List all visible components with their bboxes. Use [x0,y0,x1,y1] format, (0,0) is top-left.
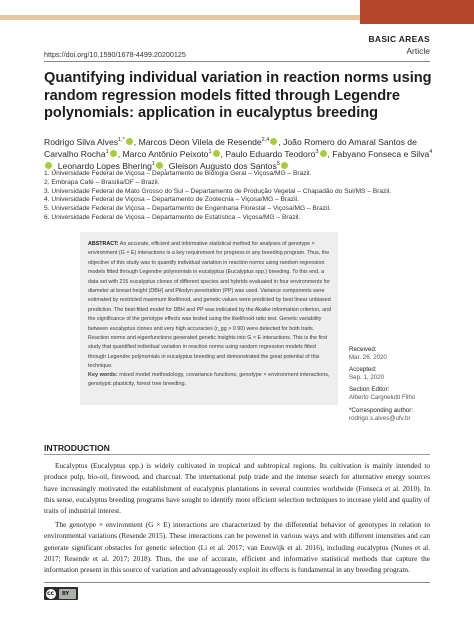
author-name: Leonardo Lopes Bhering$^1$ [58,161,164,171]
author-affiliation-marker: 4 [429,149,433,156]
affiliation-item: 1. Universidade Federal de Viçosa – Departamento de Biologia Geral – Viçosa/MG – Brazil. [44,170,312,177]
received-date: Mar. 26, 2020 [349,353,387,361]
author-affiliation-marker: 1 [208,149,212,156]
received-label: Received: [349,346,377,353]
intro-paragraph [44,519,430,576]
article-type-label: Article [406,46,430,56]
author-name: Gleison Augusto dos Santos$^5$ [169,161,289,171]
accepted-date: Sep. 1, 2020 [349,373,385,381]
author-name: Fabyano Fonseca e Silva$^4$ [44,149,432,171]
introduction-heading: INTRODUCTION [44,443,110,453]
accepted-block [349,366,384,382]
affiliation-item: 5. Universidade Federal de Viçosa – Departamento de Engenharia Florestal – Viçosa/MG – Brazil. [44,205,331,213]
author-list: Rodrigo Silva Alves$^{1,*}$ , Marcos Deon Vilela de Resende$^{2,4}$ , João Romero do Amaral Santos de Carvalho Rocha$^1$ , Marco Antônio Peixoto$^1$ , Paulo Eduardo Teodoro$^3$ , Fabyano Fonseca e Silva$^4$, Leonardo Lopes Bhering$^1$ , Gleison Augusto dos Santos$^5$ [44,136,433,172]
doi-link[interactable]: https://doi.org/10.1590/1678-4499.20200125 [44,50,186,59]
header-accent-bar [360,0,474,24]
author-name: Paulo Eduardo Teodoro$^3$ [225,149,327,159]
affiliation-item: 4. Universidade Federal de Viçosa – Departamento de Zootecnia – Viçosa/MG – Brazil. [44,196,299,204]
editor-label: Section Editor: [349,386,390,393]
footer-divider [44,582,430,583]
orcid-icon[interactable] [45,162,52,169]
received-block [349,346,387,362]
section-label: BASIC AREAS [368,34,430,44]
header-accent-bar-light [0,15,360,20]
author-affiliation-marker: 2,4 [261,137,270,143]
corresponding-label: *Corresponding author: [349,407,413,414]
orcid-icon[interactable] [213,150,220,157]
abstract-text [88,240,332,372]
affiliation-item: 2. Embrapa Café – Brasília/DF – Brazil. [44,178,160,186]
author-affiliation-marker: 1 [105,149,109,156]
header-bar [0,0,474,24]
abstract-body: An accurate, efficient and informative statistical method for analyses of genotype × environment (G × E) interactions is a key requirement for progress in any breeding program. Thus, the objective of this study was to quantify individual variation in reaction norms using random regression models fitted through Legendre polynomials in eucalyptus (Eucalyptus spp.) breeding. To this end, a data set with 215 eucalyptus clones of different species and hybrids evaluated in four environments for diameter at breast height (DBH) and Pilodyn penetration (PP) was used. Variance components were estimated by restricted maximum likelihood, and genetic values were predicted by best linear unbiased prediction. The best-fitted model for DBH and PP was indicated by the Akaike information criterion, and the significance of the genotype effects was tested using the likelihood ratio test. Genetic variability between eucalyptus clones and very high accuracies (r_gg > 0.90) were detected for both traits. Reaction norms and eigenfunctions generated genetic insights into G × E interactions. This is the first study that quantified individual variation in reaction norms using random regression models fitted through Legendre polynomials in eucalyptus breeding and demonstrated the great potential of this technique. [88,241,332,370]
corresponding-block [349,407,413,423]
orcid-icon[interactable] [156,162,163,169]
intro-paragraph-text: Eucalyptus (Eucalyptus spp.) is widely cultivated in tropical and subtropical regions. Its cultivation is mainly intended to produce pulp, bio-oil, firewood, and charcoal. The international pulp trade and the intense search for alternative energy sources have increasingly motivated the establishment of eucalyptus plantations in several countries worldwide (Fonseca et al. 2010). In this sense, eucalyptus breeding programs have sought to identify more efficient selection techniques to increase yield and quality of traits of industrial interest. [44,461,430,516]
keywords-list: mixed model methodology, covariance functions, genotype × environment interactions, genotypic plasticity, forest tree breeding. [88,372,330,388]
orcid-icon[interactable] [320,150,327,157]
abstract-label: ABSTRACT: [88,241,119,247]
intro-paragraph-text: The genotype × environment (G × E) interactions are characterized by the differential behavior of genotypes in relation to environmental variations (Resende 2015). These interactions can be powered in various ways and with different intensities and can generate significant obstacles for genetic selection (Li et al. 2017; van Eeuwijk et al. 2016), including eucalyptus (Nunes et al. 2017; Resende et al. 2017; 2018). Thus, the use of accurate, efficient and informative statistical methods that capture the information present in this source of variation and advantageously exploit its effects is fundamental in any breeding program. [44,520,430,575]
affiliation-list [44,170,444,223]
author-name: João Romero do Amaral Santos de Carvalho Rocha$^1$ [44,136,417,160]
author-name: Marco Antônio Peixoto$^1$ [122,149,220,159]
author-affiliation-marker: 3 [315,149,319,156]
keywords-label: Key words: [88,372,118,378]
header-divider [44,61,430,62]
orcid-icon[interactable] [126,138,133,145]
accepted-label: Accepted: [349,366,377,373]
editor-name: Alberto Cargnelutti Filho [349,393,416,401]
author-affiliation-marker: 1,* [118,137,125,143]
keywords [88,371,332,389]
cc-icon [46,589,56,599]
intro-paragraph [44,460,430,517]
by-icon [59,589,76,599]
cc-by-license-badge[interactable] [44,587,78,600]
author-name: Rodrigo Silva Alves$^{1,*}$ [44,137,134,147]
editor-block [349,386,415,402]
orcid-icon[interactable] [270,138,277,145]
author-name: Marcos Deon Vilela de Resende$^{2,4}$ [139,137,279,147]
introduction-divider [44,454,430,455]
author-affiliation-marker: 5 [276,161,280,168]
orcid-icon[interactable] [281,162,288,169]
affiliation-item: 6. Universidade Federal de Viçosa – Departamento de Estatística – Viçosa/MG – Brazil. [44,213,301,221]
author-affiliation-marker: 1 [151,161,155,168]
corresponding-email-link[interactable]: rodrigo.s.alves@ufv.br [349,414,411,422]
orcid-icon[interactable] [110,150,117,157]
paper-title: Quantifying individual variation in reaction norms using random regression models fitted through Legendre polynomials: application in eucalyptus breeding [44,70,432,121]
affiliation-item: 3. Universidade Federal de Mato Grosso do Sul – Departamento de Produção Vegetal – Chapadão do Sul/MS – Brazil. [44,187,392,195]
